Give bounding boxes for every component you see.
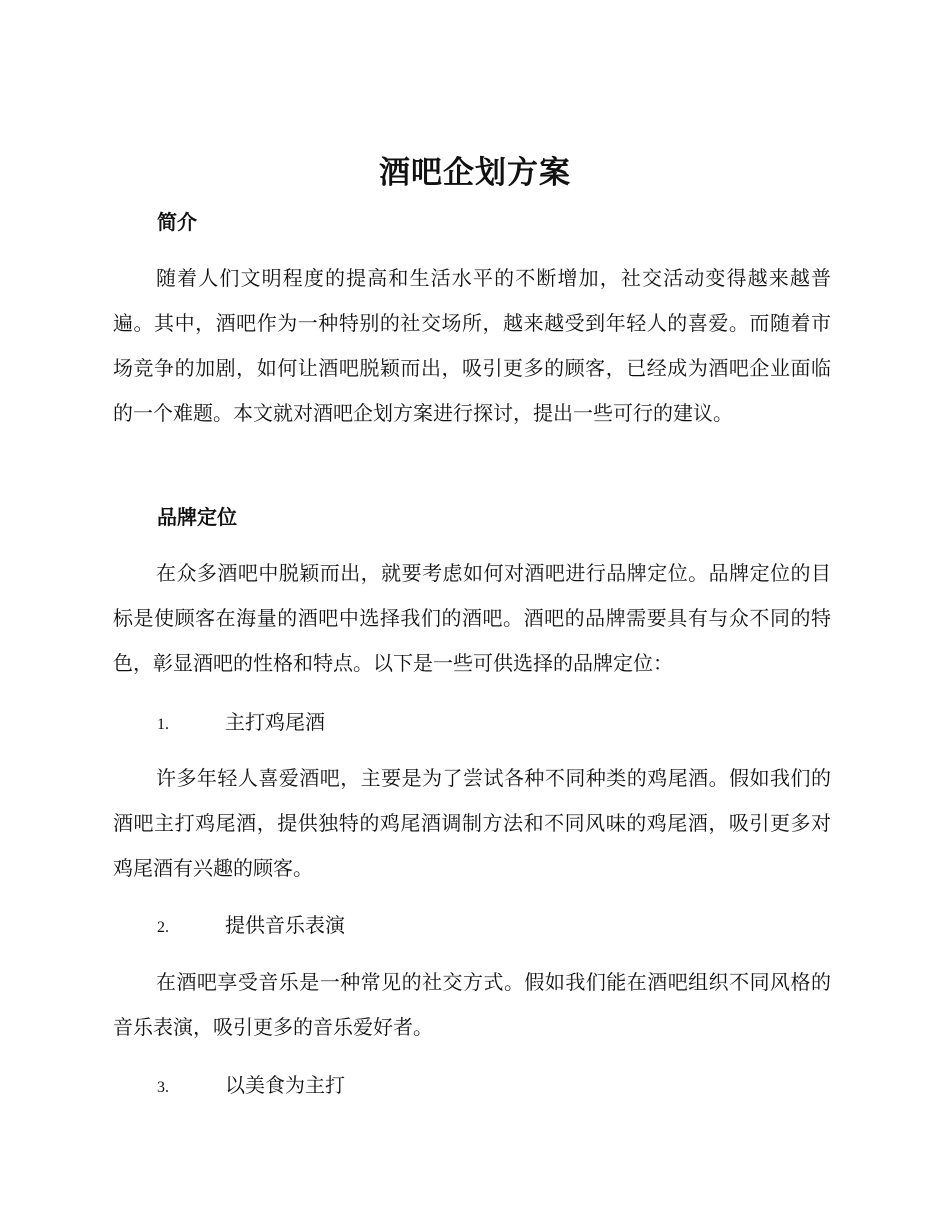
list-item-2 xyxy=(157,910,345,943)
list-label: 主打鸡尾酒 xyxy=(225,710,325,734)
document-title: 酒吧企划方案 xyxy=(379,155,571,191)
intro-paragraph: 随着人们文明程度的提高和生活水平的不断增加，社交活动变得越来越普遍。其中，酒吧作为一种特别的社交场所，越来越受到年轻人的喜爱。而随着市场竞争的加剧，如何让酒吧脱颖而出，吸引更多的顾客，已经成为酒吧企业面临的一个难题。本文就对酒吧企划方案进行探讨，提出一些可行的建议。 xyxy=(113,266,831,425)
section-heading-intro: 简介 xyxy=(157,210,197,234)
list-number: 1. xyxy=(157,716,169,733)
list-number: 2. xyxy=(157,919,169,936)
list-number: 3. xyxy=(157,1079,169,1096)
item-2-paragraph: 在酒吧享受音乐是一种常见的社交方式。假如我们能在酒吧组织不同风格的音乐表演，吸引更多的音乐爱好者。 xyxy=(113,970,831,1039)
list-label: 以美食为主打 xyxy=(225,1073,345,1097)
list-label: 提供音乐表演 xyxy=(225,913,345,937)
list-item-1 xyxy=(157,707,325,740)
item-1-paragraph: 许多年轻人喜爱酒吧，主要是为了尝试各种不同种类的鸡尾酒。假如我们的酒吧主打鸡尾酒，提供独特的鸡尾酒调制方法和不同风味的鸡尾酒，吸引更多对鸡尾酒有兴趣的顾客。 xyxy=(113,766,831,880)
brand-paragraph: 在众多酒吧中脱颖而出，就要考虑如何对酒吧进行品牌定位。品牌定位的目标是使顾客在海量的酒吧中选择我们的酒吧。酒吧的品牌需要具有与众不同的特色，彰显酒吧的性格和特点。以下是一些可供选择的品牌定位： xyxy=(113,561,831,675)
list-item-3 xyxy=(157,1070,345,1103)
section-heading-brand: 品牌定位 xyxy=(157,505,237,529)
